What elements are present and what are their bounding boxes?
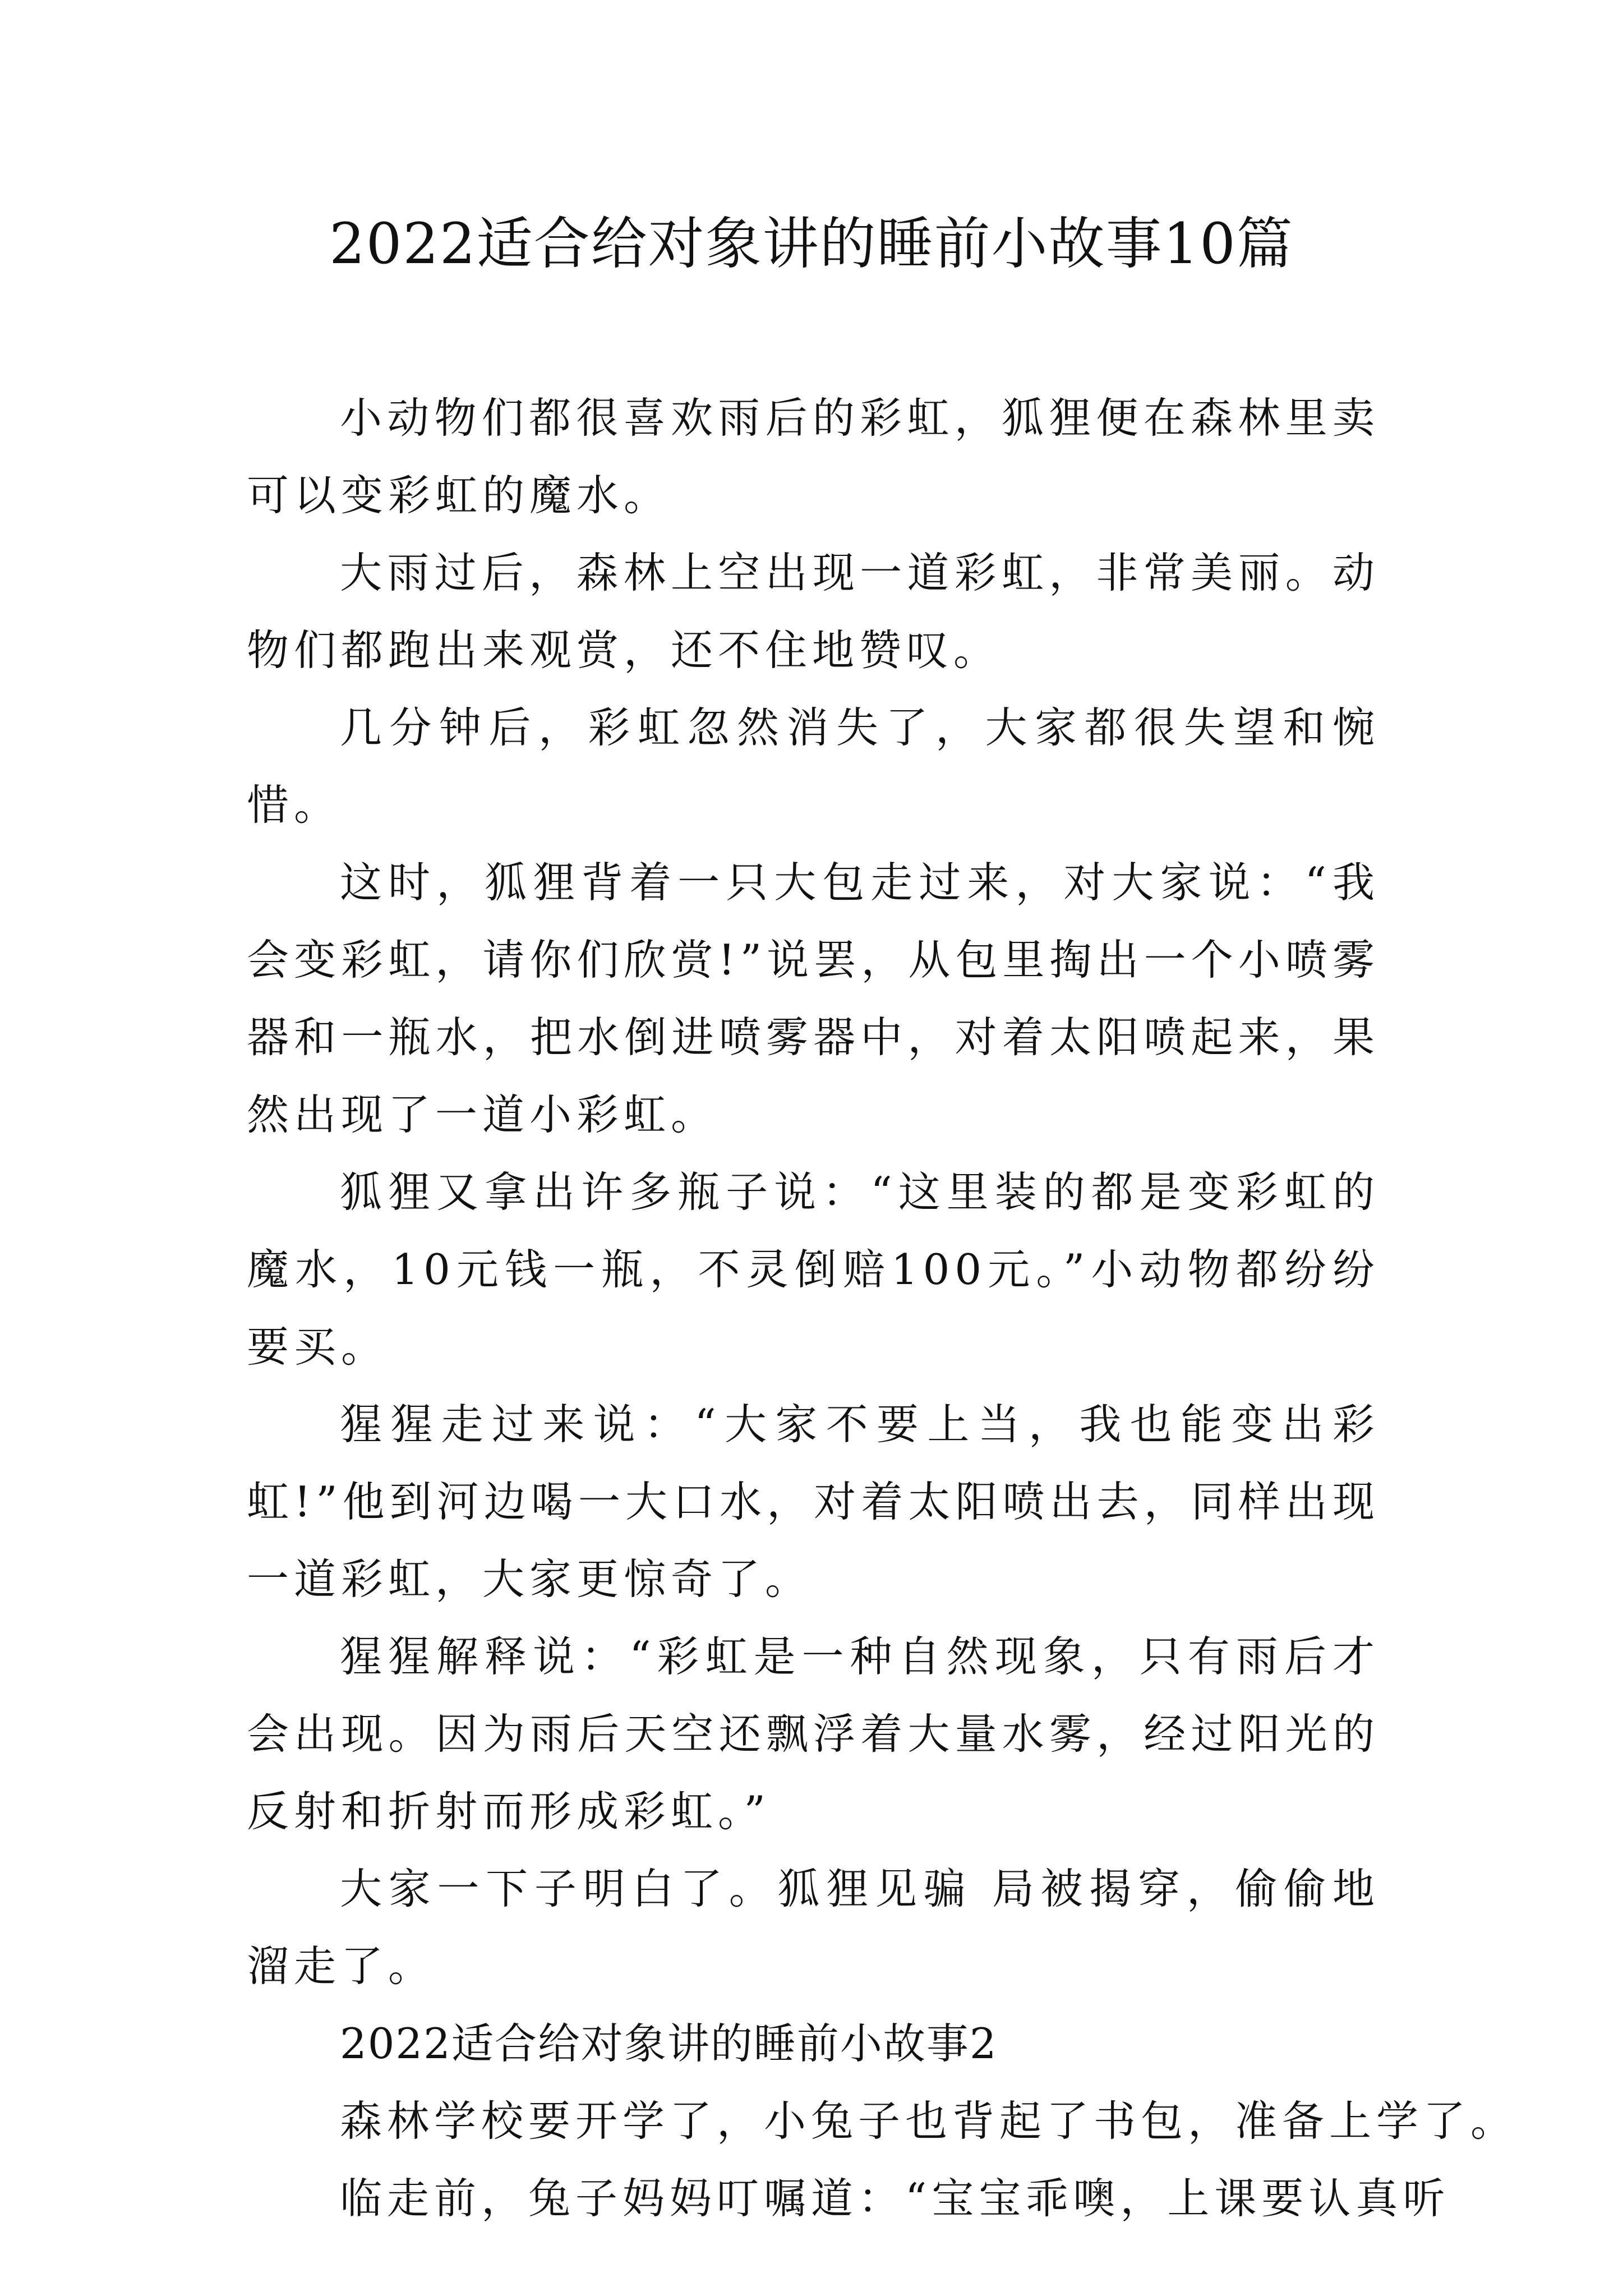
paragraph: 小动物们都很喜欢雨后的彩虹，狐狸便在森林里卖可以变彩虹的魔水。	[247, 393, 1380, 520]
paragraph: 临走前，兔子妈妈叮嘱道：“宝宝乖噢，上课要认真听	[340, 2174, 1450, 2223]
paragraph: 狐狸又拿出许多瓶子说：“这里装的都是变彩虹的魔水，10元钱一瓶，不灵倒赔100元。”小动物都纷纷要买。	[247, 1167, 1380, 1372]
document-title: 2022适合给对象讲的睡前小故事10篇	[329, 211, 1294, 277]
document-body	[247, 379, 1518, 2237]
paragraph: 猩猩走过来说：“大家不要上当，我也能变出彩虹!”他到河边喝一大口水，对着太阳喷出去，同样出现一道彩虹，大家更惊奇了。	[247, 1400, 1380, 1604]
paragraph: 大雨过后，森林上空出现一道彩虹，非常美丽。动物们都跑出来观赏，还不住地赞叹。	[247, 548, 1380, 675]
paragraph: 猩猩解释说：“彩虹是一种自然现象，只有雨后才会出现。因为雨后天空还飘浮着大量水雾，经过阳光的反射和折射而形成彩虹。”	[247, 1632, 1380, 1836]
paragraph: 大家一下子明白了。狐狸见骗 局被揭穿，偷偷地溜走了。	[247, 1864, 1380, 1991]
paragraph: 森林学校要开学了，小兔子也背起了书包，准备上学了。	[340, 2096, 1518, 2146]
story-subheading: 2022适合给对象讲的睡前小故事2	[340, 2019, 998, 2068]
paragraph: 几分钟后，彩虹忽然消失了，大家都很失望和惋惜。	[247, 703, 1380, 830]
paragraph: 这时，狐狸背着一只大包走过来，对大家说：“我会变彩虹，请你们欣赏!”说罢，从包里掏出一个小喷雾器和一瓶水，把水倒进喷雾器中，对着太阳喷起来，果然出现了一道小彩虹。	[247, 858, 1380, 1139]
